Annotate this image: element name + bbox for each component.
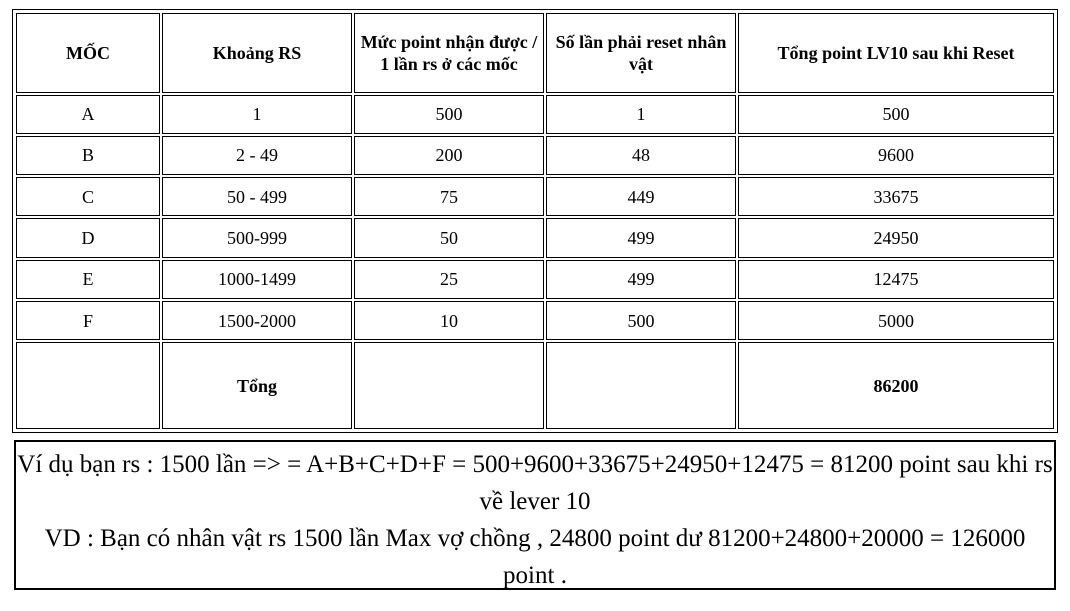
cell-khoang-rs: 2 - 49 <box>162 136 352 175</box>
cell-moc: C <box>16 177 160 216</box>
cell-muc-point: 500 <box>354 95 544 134</box>
cell-moc: D <box>16 218 160 257</box>
cell-moc: A <box>16 95 160 134</box>
point-table-wrapper <box>12 9 1058 433</box>
cell-muc-point: 75 <box>354 177 544 216</box>
cell-tong-point: 9600 <box>738 136 1054 175</box>
cell-so-lan: 499 <box>546 260 736 299</box>
cell-khoang-rs: 50 - 499 <box>162 177 352 216</box>
cell-tong-point: 33675 <box>738 177 1054 216</box>
header-khoang-rs: Khoảng RS <box>162 13 352 93</box>
table-row <box>16 218 1054 257</box>
cell-muc-point: 50 <box>354 218 544 257</box>
cell-moc: F <box>16 301 160 340</box>
cell-so-lan: 500 <box>546 301 736 340</box>
table-row <box>16 95 1054 134</box>
cell-khoang-rs: 1500-2000 <box>162 301 352 340</box>
cell-so-lan: 1 <box>546 95 736 134</box>
point-table <box>14 11 1056 431</box>
cell-empty <box>546 342 736 429</box>
example-line-2: VD : Bạn có nhân vật rs 1500 lần Max vợ chồng , 24800 point dư 81200+24800+20000 = 126000 point . <box>44 525 1026 589</box>
table-header-row <box>16 13 1054 93</box>
table-row <box>16 301 1054 340</box>
header-moc: MỐC <box>16 13 160 93</box>
cell-muc-point: 200 <box>354 136 544 175</box>
cell-muc-point: 10 <box>354 301 544 340</box>
cell-tong-point: 500 <box>738 95 1054 134</box>
cell-tong-point: 5000 <box>738 301 1054 340</box>
cell-empty <box>354 342 544 429</box>
example-box <box>14 440 1056 590</box>
cell-so-lan: 48 <box>546 136 736 175</box>
cell-so-lan: 449 <box>546 177 736 216</box>
table-row <box>16 136 1054 175</box>
cell-empty <box>16 342 160 429</box>
cell-moc: B <box>16 136 160 175</box>
total-value: 86200 <box>738 342 1054 429</box>
cell-khoang-rs: 500-999 <box>162 218 352 257</box>
cell-so-lan: 499 <box>546 218 736 257</box>
cell-khoang-rs: 1000-1499 <box>162 260 352 299</box>
cell-tong-point: 12475 <box>738 260 1054 299</box>
cell-moc: E <box>16 260 160 299</box>
total-label: Tổng <box>162 342 352 429</box>
header-so-lan-reset: Số lần phải reset nhân vật <box>546 13 736 93</box>
cell-muc-point: 25 <box>354 260 544 299</box>
header-tong-point: Tổng point LV10 sau khi Reset <box>738 13 1054 93</box>
header-muc-point: Mức point nhận được / 1 lần rs ở các mốc <box>354 13 544 93</box>
cell-tong-point: 24950 <box>738 218 1054 257</box>
table-total-row <box>16 342 1054 429</box>
cell-khoang-rs: 1 <box>162 95 352 134</box>
table-row <box>16 260 1054 299</box>
example-line-1: Ví dụ bạn rs : 1500 lần => = A+B+C+D+F = 500+9600+33675+24950+12475 = 81200 point sau khi rs về lever 10 <box>17 451 1053 515</box>
table-row <box>16 177 1054 216</box>
